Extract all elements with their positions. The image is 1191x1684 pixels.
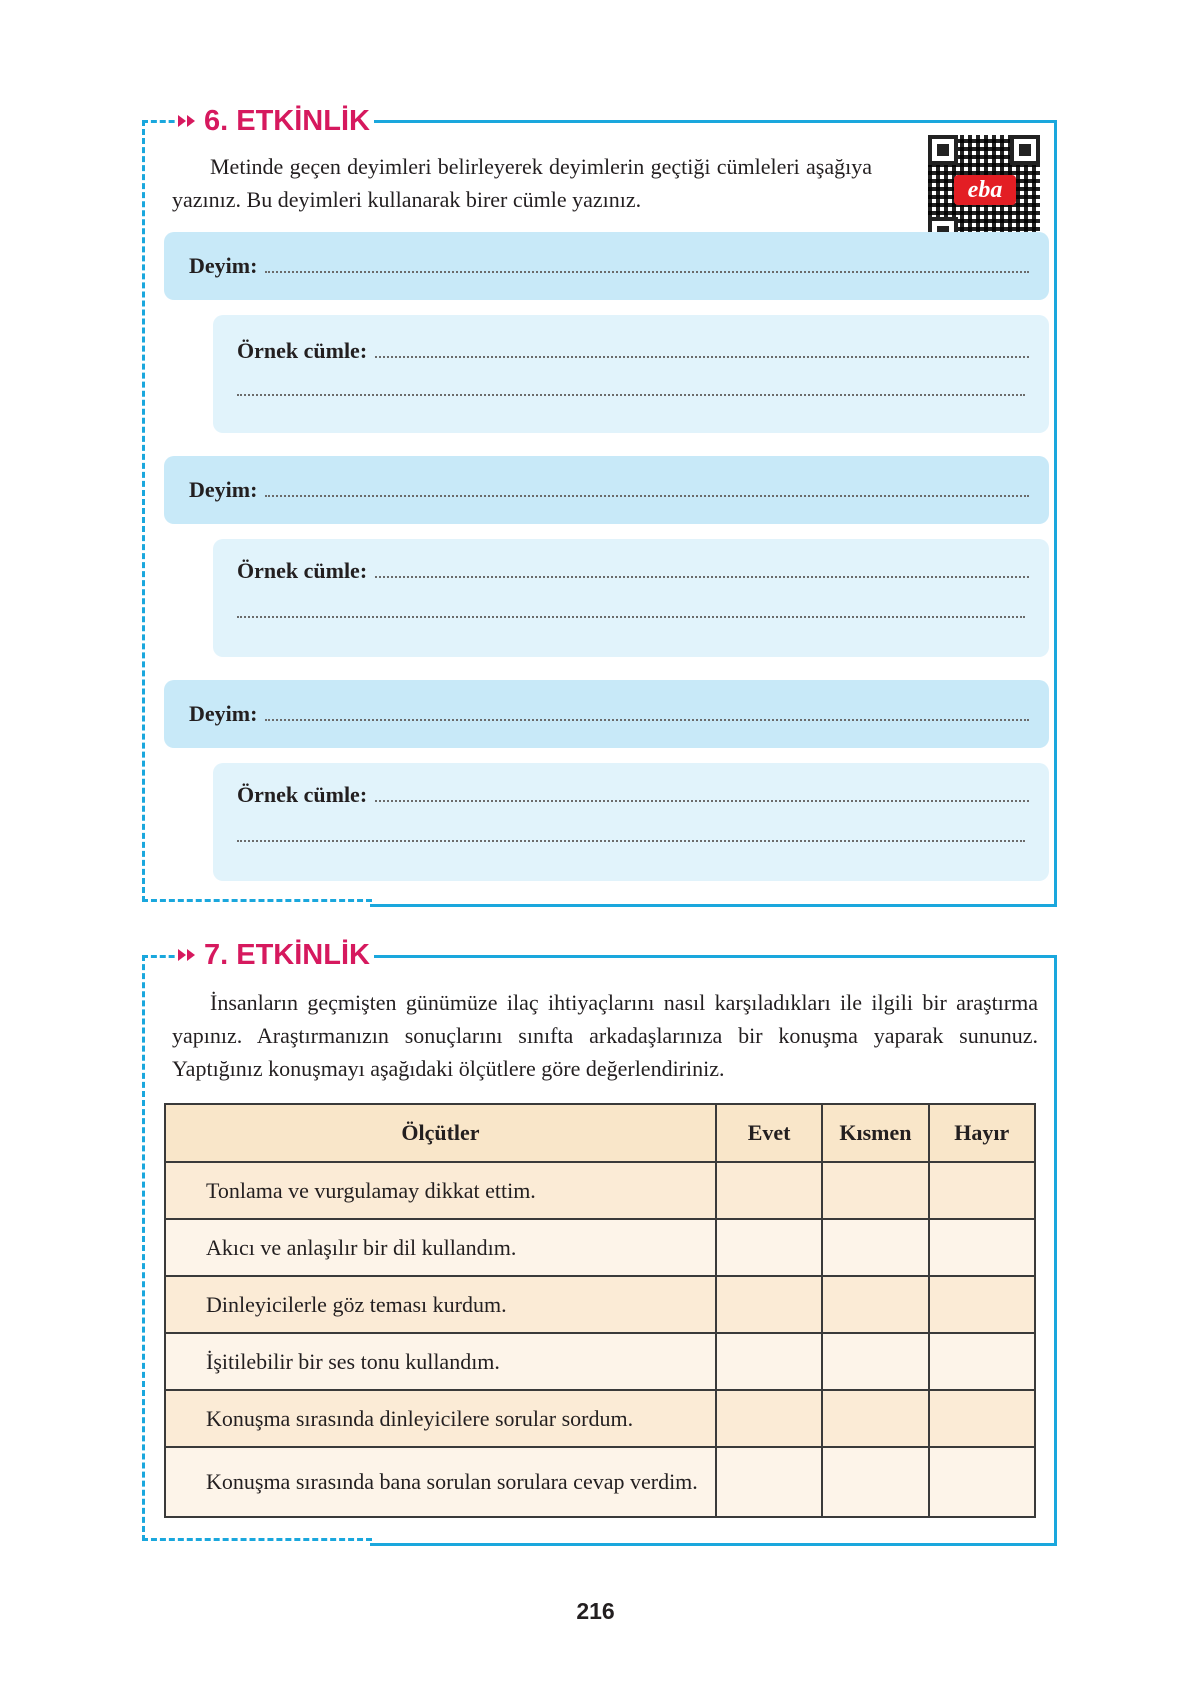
- double-arrow-icon: [178, 115, 196, 127]
- kismen-cell[interactable]: [822, 1162, 928, 1219]
- answer-line: [375, 576, 1029, 578]
- answer-line: [375, 356, 1029, 358]
- hayir-cell[interactable]: [929, 1447, 1035, 1517]
- evet-cell[interactable]: [716, 1447, 822, 1517]
- table-row: [165, 1333, 1035, 1390]
- ornek-cumle-field-2[interactable]: [213, 539, 1049, 657]
- criterion-cell: Akıcı ve anlaşılır bir dil kullandım.: [165, 1219, 716, 1276]
- answer-line: [265, 719, 1029, 721]
- ornek-cumle-label: Örnek cümle:: [237, 558, 368, 583]
- deyim-field-1[interactable]: [164, 232, 1049, 300]
- activity-6-title: 6. ETKİNLİK: [176, 106, 374, 136]
- kismen-cell[interactable]: [822, 1276, 928, 1333]
- ornek-cumle-label: Örnek cümle:: [237, 338, 368, 363]
- activity-6-instruction: Metinde geçen deyimleri belirleyerek deyimlerin geçtiği cümleleri aşağıya yazınız. Bu deyimleri kullanarak birer cümle yazınız.: [172, 154, 872, 212]
- hayir-cell[interactable]: [929, 1162, 1035, 1219]
- table-row: [165, 1162, 1035, 1219]
- criterion-cell: Konuşma sırasında bana sorulan sorulara cevap verdim.: [165, 1447, 716, 1517]
- column-header-olcutler: Ölçütler: [165, 1104, 716, 1162]
- ornek-cumle-field-1[interactable]: [213, 315, 1049, 433]
- activity-7-title: 7. ETKİNLİK: [176, 940, 374, 970]
- table-header-row: [165, 1104, 1035, 1162]
- qr-code-icon[interactable]: [928, 135, 1040, 247]
- hayir-cell[interactable]: [929, 1333, 1035, 1390]
- table-row: [165, 1390, 1035, 1447]
- answer-line: [375, 800, 1029, 802]
- activity-6-frame-left: [142, 120, 145, 902]
- hayir-cell[interactable]: [929, 1390, 1035, 1447]
- criterion-cell: Dinleyicilerle göz teması kurdum.: [165, 1276, 716, 1333]
- criterion-cell: Tonlama ve vurgulamay dikkat ettim.: [165, 1162, 716, 1219]
- column-header-kismen: Kısmen: [822, 1104, 928, 1162]
- kismen-cell[interactable]: [822, 1390, 928, 1447]
- hayir-cell[interactable]: [929, 1219, 1035, 1276]
- deyim-label: Deyim:: [189, 701, 258, 726]
- ornek-cumle-label: Örnek cümle:: [237, 782, 368, 807]
- activity-6-frame-bottom: [142, 899, 372, 902]
- criterion-cell: İşitilebilir bir ses tonu kullandım.: [165, 1333, 716, 1390]
- evet-cell[interactable]: [716, 1333, 822, 1390]
- deyim-label: Deyim:: [189, 253, 258, 278]
- answer-line: [237, 840, 1025, 842]
- kismen-cell[interactable]: [822, 1219, 928, 1276]
- criterion-cell: Konuşma sırasında dinleyicilere sorular sordum.: [165, 1390, 716, 1447]
- table-row: [165, 1276, 1035, 1333]
- deyim-label: Deyim:: [189, 477, 258, 502]
- column-header-evet: Evet: [716, 1104, 822, 1162]
- table-row: [165, 1447, 1035, 1517]
- criteria-table: [164, 1103, 1036, 1518]
- hayir-cell[interactable]: [929, 1276, 1035, 1333]
- answer-line: [265, 495, 1029, 497]
- kismen-cell[interactable]: [822, 1447, 928, 1517]
- column-header-hayir: Hayır: [929, 1104, 1035, 1162]
- activity-7-instruction: İnsanların geçmişten günümüze ilaç ihtiyaçlarını nasıl karşıladıkları ile ilgili bir araştırma yapınız. Araştırmanızın sonuçlarını sınıfta arkadaşlarınıza bir konuşma yaparak sununuz. Yaptığınız konuşmayı aşağıdaki ölçütlere göre değerlendiriniz.: [172, 990, 1038, 1081]
- double-arrow-icon: [178, 949, 196, 961]
- answer-line: [237, 394, 1025, 396]
- eba-logo: eba: [954, 175, 1016, 205]
- answer-line: [237, 616, 1025, 618]
- evet-cell[interactable]: [716, 1390, 822, 1447]
- table-row: [165, 1219, 1035, 1276]
- deyim-field-2[interactable]: [164, 456, 1049, 524]
- evet-cell[interactable]: [716, 1162, 822, 1219]
- evet-cell[interactable]: [716, 1219, 822, 1276]
- evet-cell[interactable]: [716, 1276, 822, 1333]
- ornek-cumle-field-3[interactable]: [213, 763, 1049, 881]
- page-number: 216: [576, 1598, 615, 1624]
- answer-line: [265, 271, 1029, 273]
- deyim-field-3[interactable]: [164, 680, 1049, 748]
- activity-7-frame-bottom: [142, 1538, 372, 1541]
- activity-7-frame-left: [142, 955, 145, 1541]
- kismen-cell[interactable]: [822, 1333, 928, 1390]
